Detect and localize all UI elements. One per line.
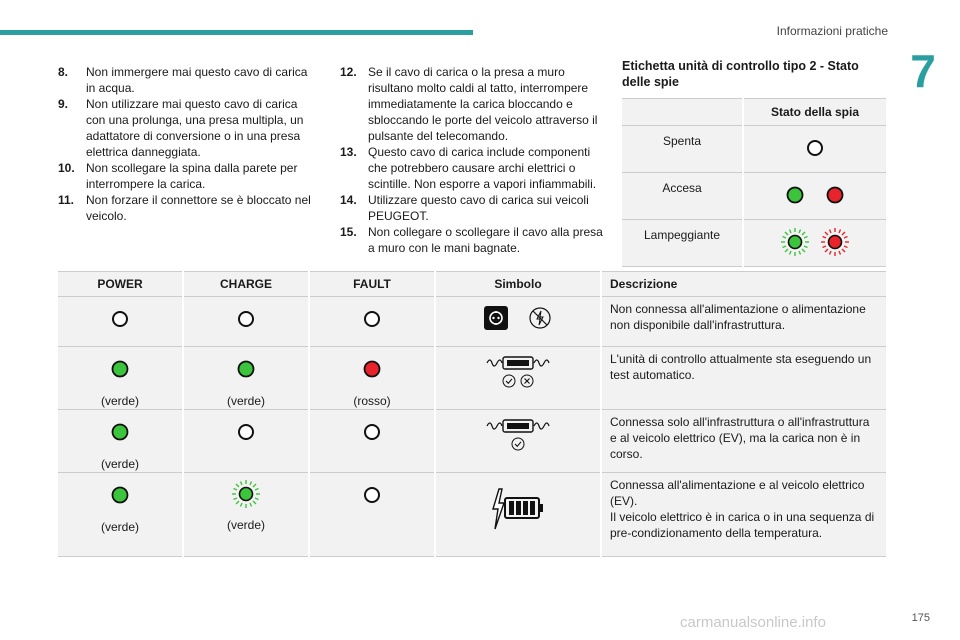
list-item: 12. Se il cavo di carica o la presa a muro risultano molto caldi al tatto, interrompere immediatamente la carica bloccando e sbloccando le porte del veicolo attraverso il pulsante del telecomando. [340,65,598,143]
led-green-icon [110,422,130,442]
cable-unit-icon [486,355,550,371]
led-off-icon [362,309,382,329]
header-accent-bar [0,30,473,35]
led-green-icon [236,359,256,379]
no-power-icon [527,305,553,331]
charge-status-table [58,271,886,557]
led-green-icon [110,359,130,379]
cable-unit-icon [486,418,550,434]
led-color-label: (verde) [226,394,265,408]
row-description: Connessa solo all'infrastruttura o all'infrastruttura e al veicolo elettrico (EV), ma la carica non è in corso. [601,410,886,473]
socket-icon [483,305,509,331]
col-header-description: Descrizione [601,272,886,297]
led-color-label: (verde) [100,457,139,471]
led-color-label: (verde) [100,520,139,534]
watermark: carmanualsonline.info [680,614,826,631]
status-label: Lampeggiante [622,220,743,267]
list-item: 14. Utilizzare questo cavo di carica sui veicoli PEUGEOT. [340,193,589,223]
led-green-icon [784,184,806,206]
safety-list-col1 [58,64,316,224]
led-blink-red-icon [820,227,850,257]
charging-battery-icon [490,487,546,531]
safety-list-col2 [340,64,604,256]
led-blink-green-icon [231,479,261,509]
table-row [622,99,886,126]
list-item: 11. Non forzare il connettore se è bloccato nel veicolo. [58,193,311,223]
status-table-title: Etichetta unità di controllo tipo 2 - Stato delle spie [622,59,859,89]
col-header-fault: FAULT [309,272,435,297]
table-row [58,297,886,347]
led-off-icon [804,137,826,159]
led-color-label: (verde) [100,394,139,408]
row-description: Non connessa all'alimentazione o alimentazione non disponibile dall'infrastruttura. [601,297,886,347]
led-off-icon [236,422,256,442]
col-header-charge: CHARGE [183,272,309,297]
col-header-symbol: Simbolo [435,272,601,297]
list-item: 10. Non scollegare la spina dalla parete per interrompere la carica. [58,161,298,191]
status-header: Stato della spia [743,99,886,126]
section-title: Informazioni pratiche [776,24,888,38]
check-icon [511,437,525,451]
check-icon [502,374,516,388]
led-off-icon [236,309,256,329]
table-row [58,347,886,410]
chapter-number: 7 [910,45,936,97]
led-red-icon [824,184,846,206]
col-header-power: POWER [58,272,183,297]
table-row [622,220,886,267]
table-row [58,410,886,473]
table-row [622,173,886,220]
row-description: L'unità di controllo attualmente sta eseguendo un test automatico. [601,347,886,410]
led-off-icon [362,485,382,505]
table-row [622,126,886,173]
row-description: Connessa all'alimentazione e al veicolo elettrico (EV). Il veicolo elettrico è in carica o in una sequenza di pre-condizionamento della temperatura. [601,473,886,557]
led-green-icon [110,485,130,505]
led-color-label: (verde) [226,518,265,532]
list-item: 9. Non utilizzare mai questo cavo di carica con una prolunga, una presa multipla, un adattatore di conversione o in una presa elettrica danneggiata. [58,97,304,159]
led-color-label: (rosso) [353,394,391,408]
led-blink-green-icon [780,227,810,257]
led-off-icon [110,309,130,329]
table-header-row [58,272,886,297]
list-item: 15. Non collegare o scollegare il cavo alla presa a muro con le mani bagnate. [340,225,603,255]
led-status-table [622,98,886,267]
status-label: Accesa [622,173,743,220]
table-row [58,473,886,557]
list-item: 13. Questo cavo di carica include componenti che potrebbero causare archi elettrici o scintille. Non esporre a vapori infiammabili. [340,145,597,191]
led-red-icon [362,359,382,379]
status-label: Spenta [622,126,743,173]
list-item: 8. Non immergere mai questo cavo di carica in acqua. [58,65,308,95]
cross-icon [520,374,534,388]
page-number: 175 [911,612,930,624]
led-off-icon [362,422,382,442]
